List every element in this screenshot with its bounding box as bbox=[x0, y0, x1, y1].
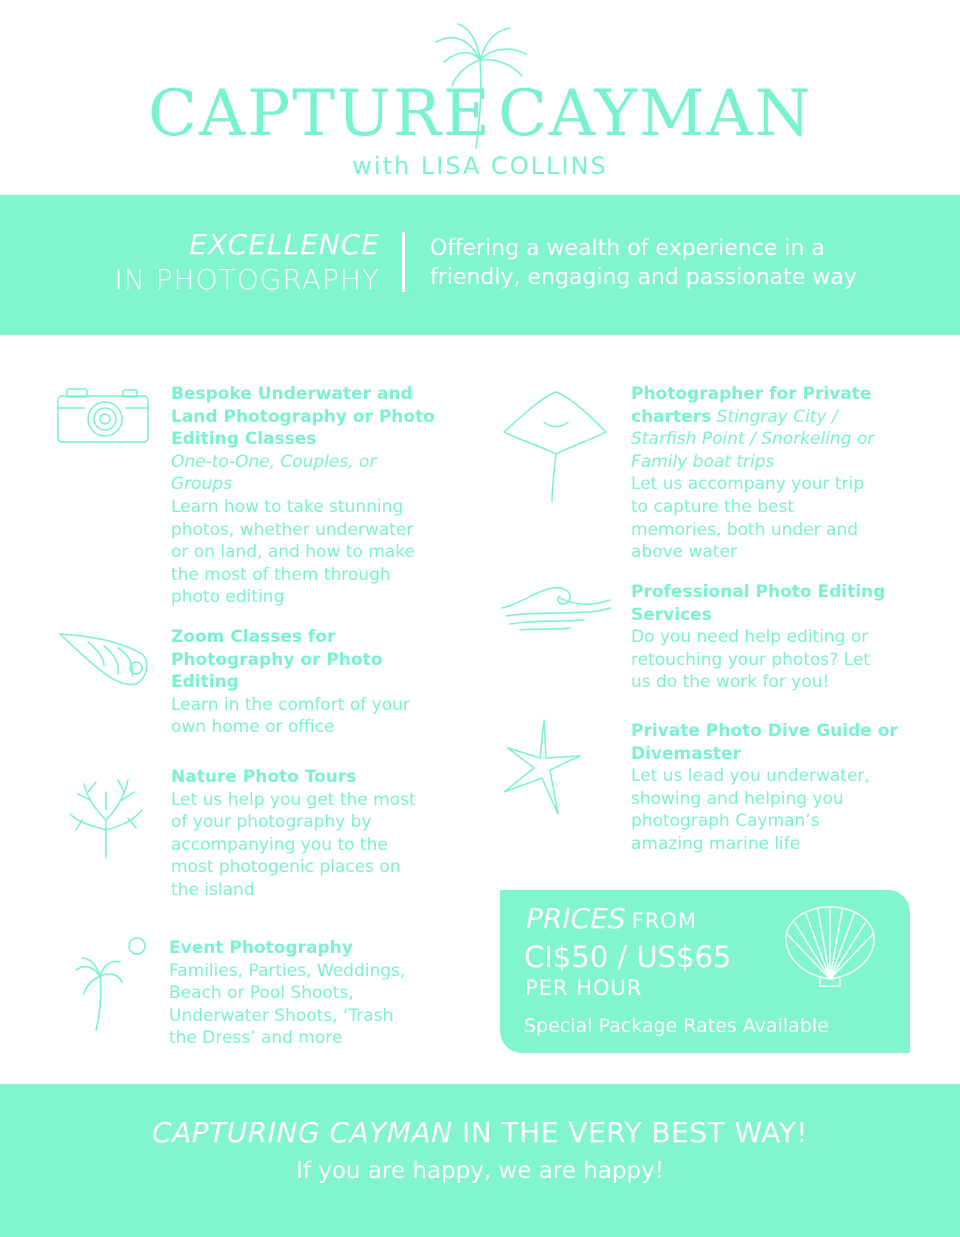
service-nature-desc-3: accompanying you to the bbox=[171, 834, 388, 855]
stingray-icon bbox=[500, 388, 610, 504]
footer-band bbox=[0, 1084, 960, 1237]
service-zoom-title-3: Editing bbox=[171, 672, 239, 693]
service-dive-title-2: Divemaster bbox=[631, 743, 741, 764]
service-editing-desc-1: Do you need help editing or bbox=[631, 627, 869, 648]
intro-tagline-line2: friendly, engaging and passionate way bbox=[430, 265, 857, 290]
service-zoom-desc-2: own home or office bbox=[171, 717, 335, 738]
service-event-desc-2: Beach or Pool Shoots, bbox=[169, 983, 354, 1004]
service-nature bbox=[171, 766, 471, 902]
service-classes bbox=[171, 383, 471, 609]
service-charters-desc-1: Let us accompany your trip bbox=[631, 474, 865, 495]
service-classes-title-1: Bespoke Underwater and bbox=[171, 384, 413, 404]
prices-from: FROM bbox=[631, 909, 697, 933]
service-charters-sub-3: Family boat trips bbox=[631, 451, 775, 472]
service-editing-title-2: Services bbox=[631, 604, 712, 625]
service-classes-title-2: Land Photography or Photo bbox=[171, 406, 435, 427]
service-classes-desc-1: Learn how to take stunning bbox=[171, 496, 404, 517]
service-classes-sub-1: One-to-One, Couples, or bbox=[171, 451, 377, 472]
service-event-desc-1: Families, Parties, Weddings, bbox=[169, 960, 406, 981]
service-nature-desc-5: the island bbox=[171, 879, 255, 900]
camera-icon bbox=[55, 386, 151, 446]
service-dive-desc-4: amazing marine life bbox=[631, 833, 801, 854]
service-dive-desc-2: showing and helping you bbox=[631, 788, 844, 809]
service-charters-title-1: Photographer for Private bbox=[631, 384, 872, 404]
service-event-title: Event Photography bbox=[169, 938, 353, 958]
prices-box bbox=[500, 890, 910, 1053]
starfish-icon bbox=[500, 718, 582, 818]
service-charters-desc-2: to capture the best bbox=[631, 496, 795, 517]
logo-subtitle: with LISA COLLINS bbox=[352, 152, 608, 180]
prices-label: PRICES bbox=[526, 902, 626, 935]
service-classes-desc-2: photos, whether underwater bbox=[171, 519, 414, 540]
service-zoom-title-1: Zoom Classes for bbox=[171, 627, 336, 647]
service-event-desc-3: Underwater Shoots, ‘Trash bbox=[169, 1005, 394, 1026]
service-editing bbox=[631, 581, 931, 694]
service-zoom-desc-1: Learn in the comfort of your bbox=[171, 694, 410, 715]
service-charters-desc-3: memories, both under and bbox=[631, 519, 859, 540]
service-classes-title-3: Editing Classes bbox=[171, 429, 317, 450]
service-charters-desc-4: above water bbox=[631, 542, 737, 563]
service-nature-desc-2: of your photography by bbox=[171, 812, 372, 833]
service-dive bbox=[631, 720, 931, 856]
intro-title bbox=[115, 228, 380, 296]
logo-word-capture: CAPTURE bbox=[148, 77, 492, 151]
conch-shell-icon bbox=[58, 630, 150, 688]
footer-slogan-italic: CAPTURING CAYMAN bbox=[152, 1116, 453, 1149]
service-classes-desc-3: or on land, and how to make bbox=[171, 542, 415, 563]
service-classes-desc-4: the most of them through bbox=[171, 564, 391, 585]
service-charters-title-2: charters bbox=[631, 406, 712, 427]
coral-icon bbox=[66, 770, 146, 860]
intro-tagline-line1: Offering a wealth of experience in a bbox=[430, 236, 825, 261]
service-dive-desc-3: photograph Cayman’s bbox=[631, 811, 820, 832]
footer-slogan-rest: IN THE VERY BEST WAY! bbox=[461, 1116, 808, 1149]
service-zoom-title-2: Photography or Photo bbox=[171, 649, 383, 670]
service-editing-desc-3: us do the work for you! bbox=[631, 672, 830, 693]
service-event-desc-4: the Dress’ and more bbox=[169, 1028, 343, 1049]
logo-word-cayman: CAYMAN bbox=[498, 77, 813, 151]
prices-unit: PER HOUR bbox=[525, 976, 643, 1000]
service-editing-desc-2: retouching your photos? Let bbox=[631, 649, 870, 670]
logo bbox=[0, 0, 960, 195]
service-nature-title: Nature Photo Tours bbox=[171, 767, 357, 787]
service-charters-sub-1: Stingray City / bbox=[716, 406, 838, 427]
service-nature-desc-1: Let us help you get the most bbox=[171, 789, 416, 810]
service-editing-title-1: Professional Photo Editing bbox=[631, 582, 886, 602]
intro-divider bbox=[402, 232, 405, 292]
palm-and-sun-icon bbox=[74, 936, 154, 1032]
service-charters bbox=[631, 383, 931, 564]
intro-tagline bbox=[430, 234, 890, 292]
service-event bbox=[169, 937, 469, 1050]
intro-title-plain: IN PHOTOGRAPHY bbox=[114, 263, 380, 296]
wave-icon bbox=[500, 584, 612, 634]
service-zoom bbox=[171, 626, 471, 739]
prices-heading bbox=[526, 902, 697, 935]
footer-slogan bbox=[0, 1116, 960, 1149]
prices-amount: CI$50 / US$65 bbox=[524, 940, 732, 974]
intro-title-italic: EXCELLENCE bbox=[189, 228, 380, 261]
service-classes-desc-5: photo editing bbox=[171, 587, 285, 608]
scallop-shell-icon bbox=[782, 905, 878, 987]
footer-line2: If you are happy, we are happy! bbox=[296, 1158, 664, 1184]
service-classes-sub-2: Groups bbox=[171, 474, 232, 495]
prices-note: Special Package Rates Available bbox=[524, 1015, 829, 1037]
service-dive-title-1: Private Photo Dive Guide or bbox=[631, 721, 898, 741]
service-dive-desc-1: Let us lead you underwater, bbox=[631, 766, 870, 787]
service-nature-desc-4: most photogenic places on bbox=[171, 857, 401, 878]
service-charters-sub-2: Starfish Point / Snorkeling or bbox=[631, 429, 875, 450]
